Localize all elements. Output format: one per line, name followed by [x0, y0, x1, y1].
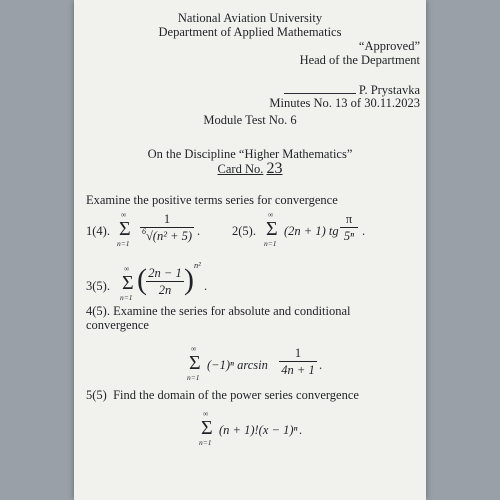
- problem-5-term: (n + 1)!(x − 1)ⁿ: [219, 423, 298, 437]
- problem-4-text-line1: 4(5). Examine the series for absolute and conditional: [86, 304, 351, 318]
- card-number: 23: [266, 160, 283, 177]
- problem-3-numerator: 2n − 1: [146, 266, 184, 282]
- problem-3-left-paren: (: [137, 263, 147, 296]
- problem-2-term: (2n + 1) tg: [284, 224, 339, 238]
- problem-1-root-index: 6: [141, 227, 146, 236]
- problem-3-fraction: [146, 266, 184, 297]
- problem-3-label: 3(5).: [86, 279, 110, 293]
- problem-3-sum-sign: Σ: [122, 272, 134, 294]
- problem-5-text: 5(5) Find the domain of the power series convergence: [86, 388, 359, 402]
- problem-1-fraction: [140, 212, 194, 245]
- problem-2-fraction: [340, 212, 358, 243]
- module-test-title: Module Test No. 6: [203, 113, 297, 127]
- problem-1-sum-lower: n=1: [117, 239, 130, 248]
- minutes-line: Minutes No. 13 of 30.11.2023: [269, 96, 420, 110]
- approved-label: “Approved”: [358, 39, 420, 53]
- problem-1-numerator: 1: [140, 212, 194, 228]
- problem-5-sum-sign: Σ: [201, 417, 213, 439]
- problem-2-denominator: 5ⁿ: [343, 229, 355, 243]
- problem-4-sum-lower: n=1: [187, 373, 200, 382]
- problem-2-sum-upper: ∞: [268, 210, 274, 219]
- problem-4-sum-upper: ∞: [191, 344, 197, 353]
- problem-3-denominator: 2n: [158, 283, 172, 297]
- problem-1-end: .: [197, 224, 201, 238]
- signature-blank: [284, 82, 356, 94]
- problem-5-end: .: [299, 423, 303, 437]
- problem-4-fraction: [279, 346, 317, 377]
- card-label: Card No.: [217, 162, 264, 176]
- problem-1-denominator: $^6$√(n² + 5): [141, 227, 193, 243]
- problem-3-right-paren: ): [184, 263, 194, 296]
- discipline-line: On the Discipline “Higher Mathematics”: [147, 147, 353, 161]
- problem-1-label: 1(4).: [86, 224, 110, 238]
- problem-5-label: 5(5): [86, 388, 107, 402]
- problem-2-sum-sign: Σ: [266, 218, 278, 240]
- section1-heading: Examine the positive terms series for convergence: [86, 193, 338, 207]
- problem-3-power: n²: [194, 260, 201, 270]
- problem-2-numerator: π: [340, 212, 358, 228]
- problem-4-sum-sign: Σ: [189, 352, 201, 374]
- problem-1-sum-sign: Σ: [119, 218, 131, 240]
- problem-4-numerator: 1: [279, 346, 317, 362]
- problem-3-end: .: [204, 279, 208, 293]
- card-number-line: [74, 161, 426, 177]
- problem-3-sum-lower: n=1: [120, 293, 133, 302]
- problem-1-sum-upper: ∞: [121, 210, 127, 219]
- university-name: National Aviation University: [177, 11, 323, 25]
- problem-2-sum-lower: n=1: [264, 239, 277, 248]
- signatory-name: P. Prystavka: [358, 83, 420, 97]
- problem-3-sum-upper: ∞: [124, 264, 130, 273]
- problem-5-sum-upper: ∞: [203, 409, 209, 418]
- problem-2-end: .: [362, 224, 366, 238]
- problem-4-label: 4(5).: [86, 304, 110, 318]
- problem-5-sum-lower: n=1: [199, 438, 212, 447]
- problem-4-end: .: [319, 358, 323, 372]
- exam-card: [74, 0, 426, 500]
- problem-4-denominator: 4n + 1: [281, 363, 315, 377]
- department-name: Department of Applied Mathematics: [158, 25, 342, 39]
- problem-2-label: 2(5).: [232, 224, 256, 238]
- head-of-department: Head of the Department: [299, 53, 420, 67]
- problem-4-text-line2: convergence: [86, 318, 149, 332]
- problem-4-term: (−1)ⁿ arcsin: [207, 358, 268, 372]
